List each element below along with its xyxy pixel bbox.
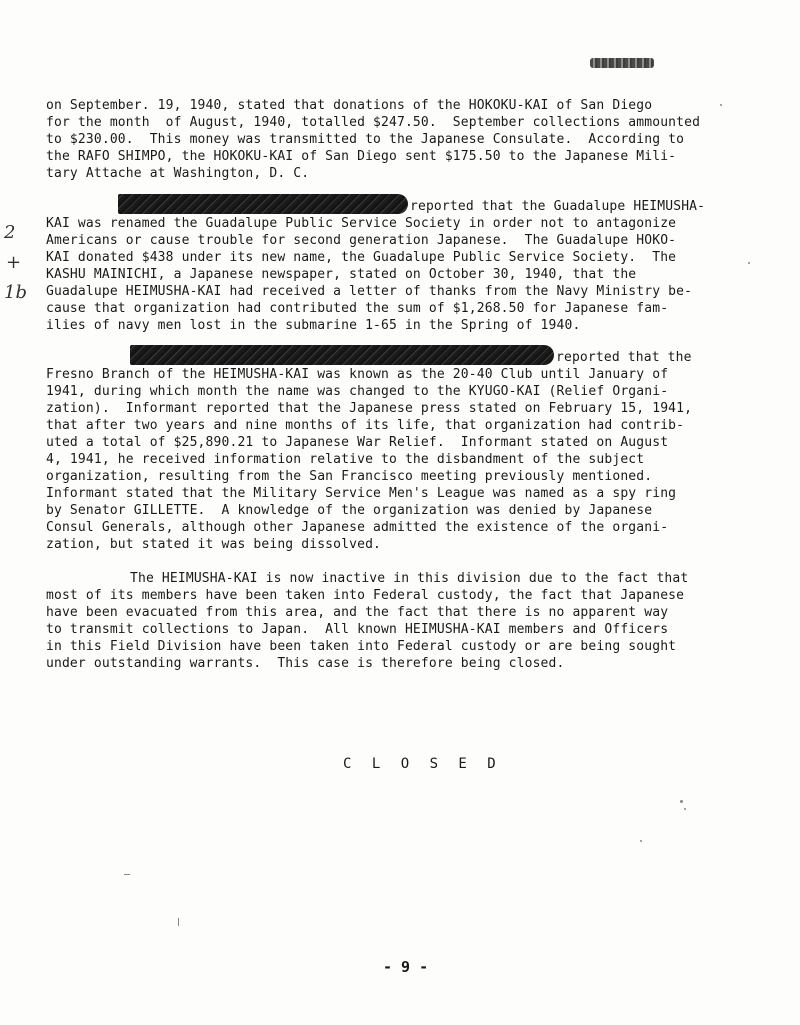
closed-stamp: C L O S E D (343, 756, 502, 772)
paragraph-4-line: most of its members have been taken into Federal custody, the fact that Japanese (46, 588, 685, 603)
paragraph-3-line: zation). Informant reported that the Japanese press stated on February 15, 1941, (46, 401, 693, 416)
paragraph-1-line: to $230.00. This money was transmitted to the Japanese Consulate. According to (46, 132, 685, 147)
paragraph-3-line: Fresno Branch of the HEIMUSHA-KAI was known as the 20-40 Club until January of (46, 367, 669, 382)
paragraph-2-line: reported that the Guadalupe HEIMUSHA- (410, 199, 706, 214)
paragraph-1-line: tary Attache at Washington, D. C. (46, 166, 310, 181)
scan-speck (178, 918, 179, 926)
paragraph-2-line: KAI donated $438 under its new name, the Guadalupe Public Service Society. The (46, 250, 677, 265)
scan-speck (680, 800, 683, 803)
scan-speck (124, 874, 130, 875)
paragraph-3-line: Consul Generals, although other Japanese admitted the existence of the organi- (46, 520, 669, 535)
paragraph-3-line: 1941, during which month the name was changed to the KYUGO-KAI (Relief Organi- (46, 384, 669, 399)
paragraph-1-line: the RAFO SHIMPO, the HOKOKU-KAI of San Diego sent $175.50 to the Japanese Mili- (46, 149, 677, 164)
redaction-bar (118, 194, 408, 214)
page-number: - 9 - (383, 958, 429, 976)
paragraph-3-line: uted a total of $25,890.21 to Japanese War Relief. Informant stated on August (46, 435, 669, 450)
redaction-mark-top (590, 58, 654, 68)
scan-speck (640, 840, 642, 842)
paragraph-2-line: KAI was renamed the Guadalupe Public Service Society in order not to antagonize (46, 216, 677, 231)
paragraph-2-line: KASHU MAINICHI, a Japanese newspaper, stated on October 30, 1940, that the (46, 267, 637, 282)
margin-handwriting: 1b (4, 282, 27, 303)
paragraph-2-line: cause that organization had contributed the sum of $1,268.50 for Japanese fam- (46, 301, 669, 316)
paragraph-2-line: Guadalupe HEIMUSHA-KAI had received a letter of thanks from the Navy Ministry be- (46, 284, 693, 299)
paragraph-4-line: in this Field Division have been taken into Federal custody or are being sought (46, 639, 677, 654)
margin-handwriting: + (6, 252, 22, 273)
paragraph-1-line: on September. 19, 1940, stated that donations of the HOKOKU-KAI of San Diego (46, 98, 653, 113)
scan-speck (684, 808, 686, 810)
paragraph-2-line: Americans or cause trouble for second generation Japanese. The Guadalupe HOKO- (46, 233, 677, 248)
paragraph-3-line: 4, 1941, he received information relative to the disbandment of the subject (46, 452, 645, 467)
redaction-bar (130, 345, 554, 365)
scan-speck (720, 104, 722, 106)
paragraph-3-line: by Senator GILLETTE. A knowledge of the organization was denied by Japanese (46, 503, 653, 518)
paragraph-1-line: for the month of August, 1940, totalled $247.50. September collections ammounted (46, 115, 701, 130)
margin-handwriting: 2 (4, 222, 16, 243)
paragraph-2-line: ilies of navy men lost in the submarine 1-65 in the Spring of 1940. (46, 318, 581, 333)
paragraph-3-line: that after two years and nine months of its life, that organization had contrib- (46, 418, 685, 433)
scan-speck (748, 262, 750, 264)
paragraph-3-line: reported that the (556, 350, 692, 365)
paragraph-3-line: zation, but stated it was being dissolved. (46, 537, 382, 552)
paragraph-4-line: The HEIMUSHA-KAI is now inactive in this division due to the fact that (130, 571, 689, 586)
paragraph-4-line: to transmit collections to Japan. All known HEIMUSHA-KAI members and Officers (46, 622, 669, 637)
paragraph-3-line: Informant stated that the Military Service Men's League was named as a spy ring (46, 486, 677, 501)
paragraph-4-line: have been evacuated from this area, and the fact that there is no apparent way (46, 605, 669, 620)
paragraph-4-line: under outstanding warrants. This case is therefore being closed. (46, 656, 565, 671)
paragraph-3-line: organization, resulting from the San Francisco meeting previously mentioned. (46, 469, 653, 484)
